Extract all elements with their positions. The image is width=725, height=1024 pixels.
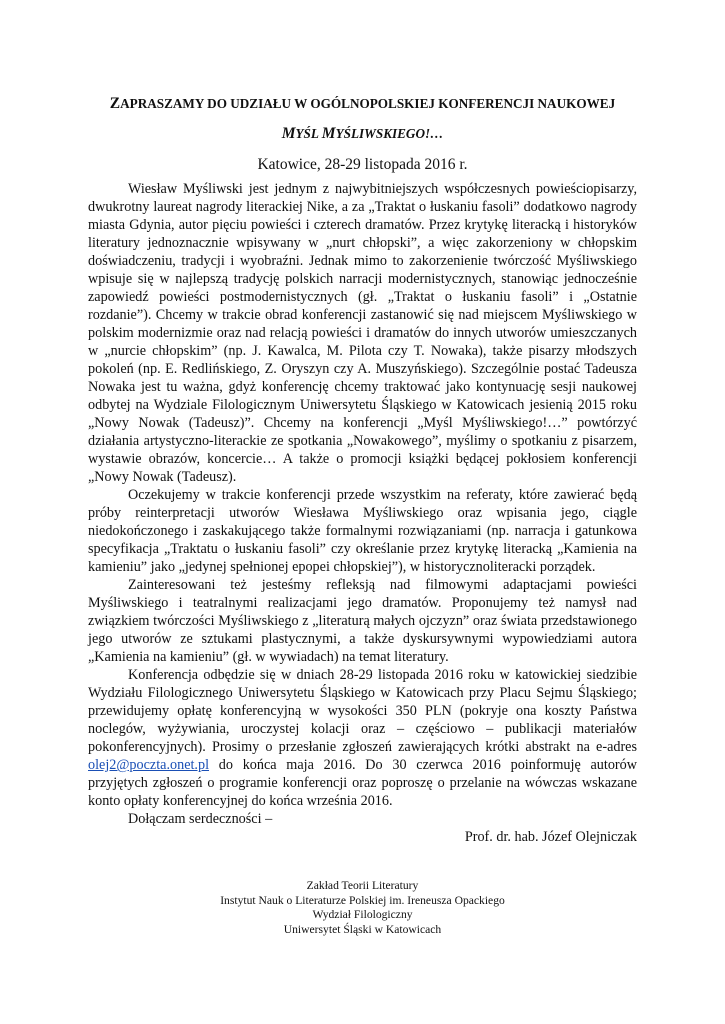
paragraph-3: Zainteresowani też jesteśmy refleksją nad filmowymi adaptacjami powieści Myśliwskiego i teatralnymi realizacjami jego dramatów. Proponujemy też namysł nad związkiem twórczości Myśliwskiego z „literaturą małych ojczyzn” oraz świata przedstawionego jego utworów ze sztukami plastycznymi, a także dyskursywnymi wypowiedziami autora „Kamienia na kamieniu” (gł. w wywiadach) na temat literatury. — [88, 577, 637, 665]
paragraph-5: Dołączam serdeczności – — [128, 811, 273, 827]
paragraph-4-text-b: do końca maja 2016. Do 30 czerwca 2016 poinformuję autorów przyjętych zgłoszeń o programie konferencji oraz poproszę o przelanie na wówczas wskazane konto opłaty konferencyjnej do końca września 2016. — [88, 757, 637, 809]
invitation-title — [88, 96, 637, 112]
footer-line-3: Wydział Filologiczny — [312, 908, 413, 921]
letter-body — [88, 180, 637, 828]
paragraph-4 — [88, 666, 637, 810]
title-initial: Z — [109, 95, 121, 112]
signature: Prof. dr. hab. Józef Olejniczak — [464, 829, 637, 845]
place-and-date: Katowice, 28-29 listopada 2016 r. — [257, 156, 468, 173]
conference-name-initial-2: M — [321, 125, 336, 142]
email-link[interactable]: olej2@poczta.onet.pl — [88, 757, 210, 773]
conference-name — [88, 126, 637, 142]
paragraph-1: Wiesław Myśliwski jest jednym z najwybitniejszych współczesnych powieściopisarzy, dwukrotny laureat nagrody literackiej Nike, a za „Traktat o łuskaniu fasoli” dodatkowo nagrody miasta Gdynia, autor pięciu powieści i czterech dramatów. Przez krytykę literacką i historyków literatury jednoznacznie wpisywany w „nurt chłopski”, a więc zakorzeniony w chłopskim doświadczeniu, tradycji i wyobraźni. Jednak mimo to zakorzenienie twórczość Myśliwskiego wpisuje się w najlepszą tradycję polskich narracji modernistycznych, stanowiąc jednocześnie zapowiedź powieści postmodernistycznych (gł. „Traktat o łuskaniu fasoli” i „Ostatnie rozdanie”). Chcemy w trakcie obrad konferencji zastanowić się nad miejscem Myśliwskiego w polskim modernizmie oraz nad relacją powieści i dramatów do innych utworów umieszczanych w „nurcie chłopskim” (np. J. Kawalca, M. Pilota czy T. Nowaka), także pisarzy młodszych pokoleń (np. E. Redlińskiego, Z. Oryszyn czy A. Muszyńskiego). Szczególnie postać Tadeusza Nowaka jest tu ważna, gdyż konferencję chcemy traktować jako kontynuację sesji naukowej odbytej na Wydziale Filologicznym Uniwersytetu Śląskiego w Katowicach jesienią 2015 roku „Nowy Nowak (Tadeusz)”. Chcemy na konferencji „Myśl Myśliwskiego!…” powtórzyć działania artystyczno-literackie ze spotkania „Nowakowego”, myślimy o spotkaniu z pisarzem, wystawie obrazów, koncercie… A także o promocji książki będącej pokłosiem konferencji „Nowy Nowak (Tadeusz). — [88, 181, 637, 485]
paragraph-4-text-a: Konferencja odbędzie się w dniach 28-29 listopada 2016 roku w katowickiej siedzibie Wydziału Filologicznego Uniwersytetu Śląskiego w Katowicach przy Placu Sejmu Śląskiego; przewidujemy opłatę konferencyjną w wysokości 350 PLN (pokryje ona koszty Państwa noclegów, wyżywiania, uroczystej kolacji oraz – częściowo – publikacji materiałów pokonferencyjnych). Prosimy o przesłanie zgłoszeń zawierających krótki abstrakt na e-adres — [88, 667, 637, 755]
conference-name-initial-1: M — [281, 125, 296, 142]
institution-footer — [88, 879, 637, 937]
conference-name-part-2: YŚLIWSKIEGO!… — [335, 126, 444, 141]
conference-name-part-1: YŚL — [295, 126, 322, 141]
paragraph-2: Oczekujemy w trakcie konferencji przede wszystkim na referaty, które zawierać będą próby reinterpretacji utworów Wiesława Myśliwskiego oraz wpisania jego, ciągle niedokończonego i zaskakującego także formalnymi rozwiązaniami (np. narracja i gatunkowa specyfikacja „Traktatu o łuskaniu fasoli” czy określanie przez krytykę literacką „Kamienia na kamieniu” jako „jedynej spełnionej epopei chłopskiej”), w historycznoliteracki porządek. — [88, 487, 637, 575]
footer-line-4: Uniwersytet Śląski w Katowicach — [283, 922, 442, 936]
title-rest: APRASZAMY DO UDZIAŁU W OGÓLNOPOLSKIEJ KONFERENCJI NAUKOWEJ — [120, 96, 616, 111]
footer-line-1: Zakład Teorii Literatury — [306, 879, 419, 892]
footer-line-2: Instytut Nauk o Literaturze Polskiej im. Ireneusza Opackiego — [220, 893, 505, 907]
